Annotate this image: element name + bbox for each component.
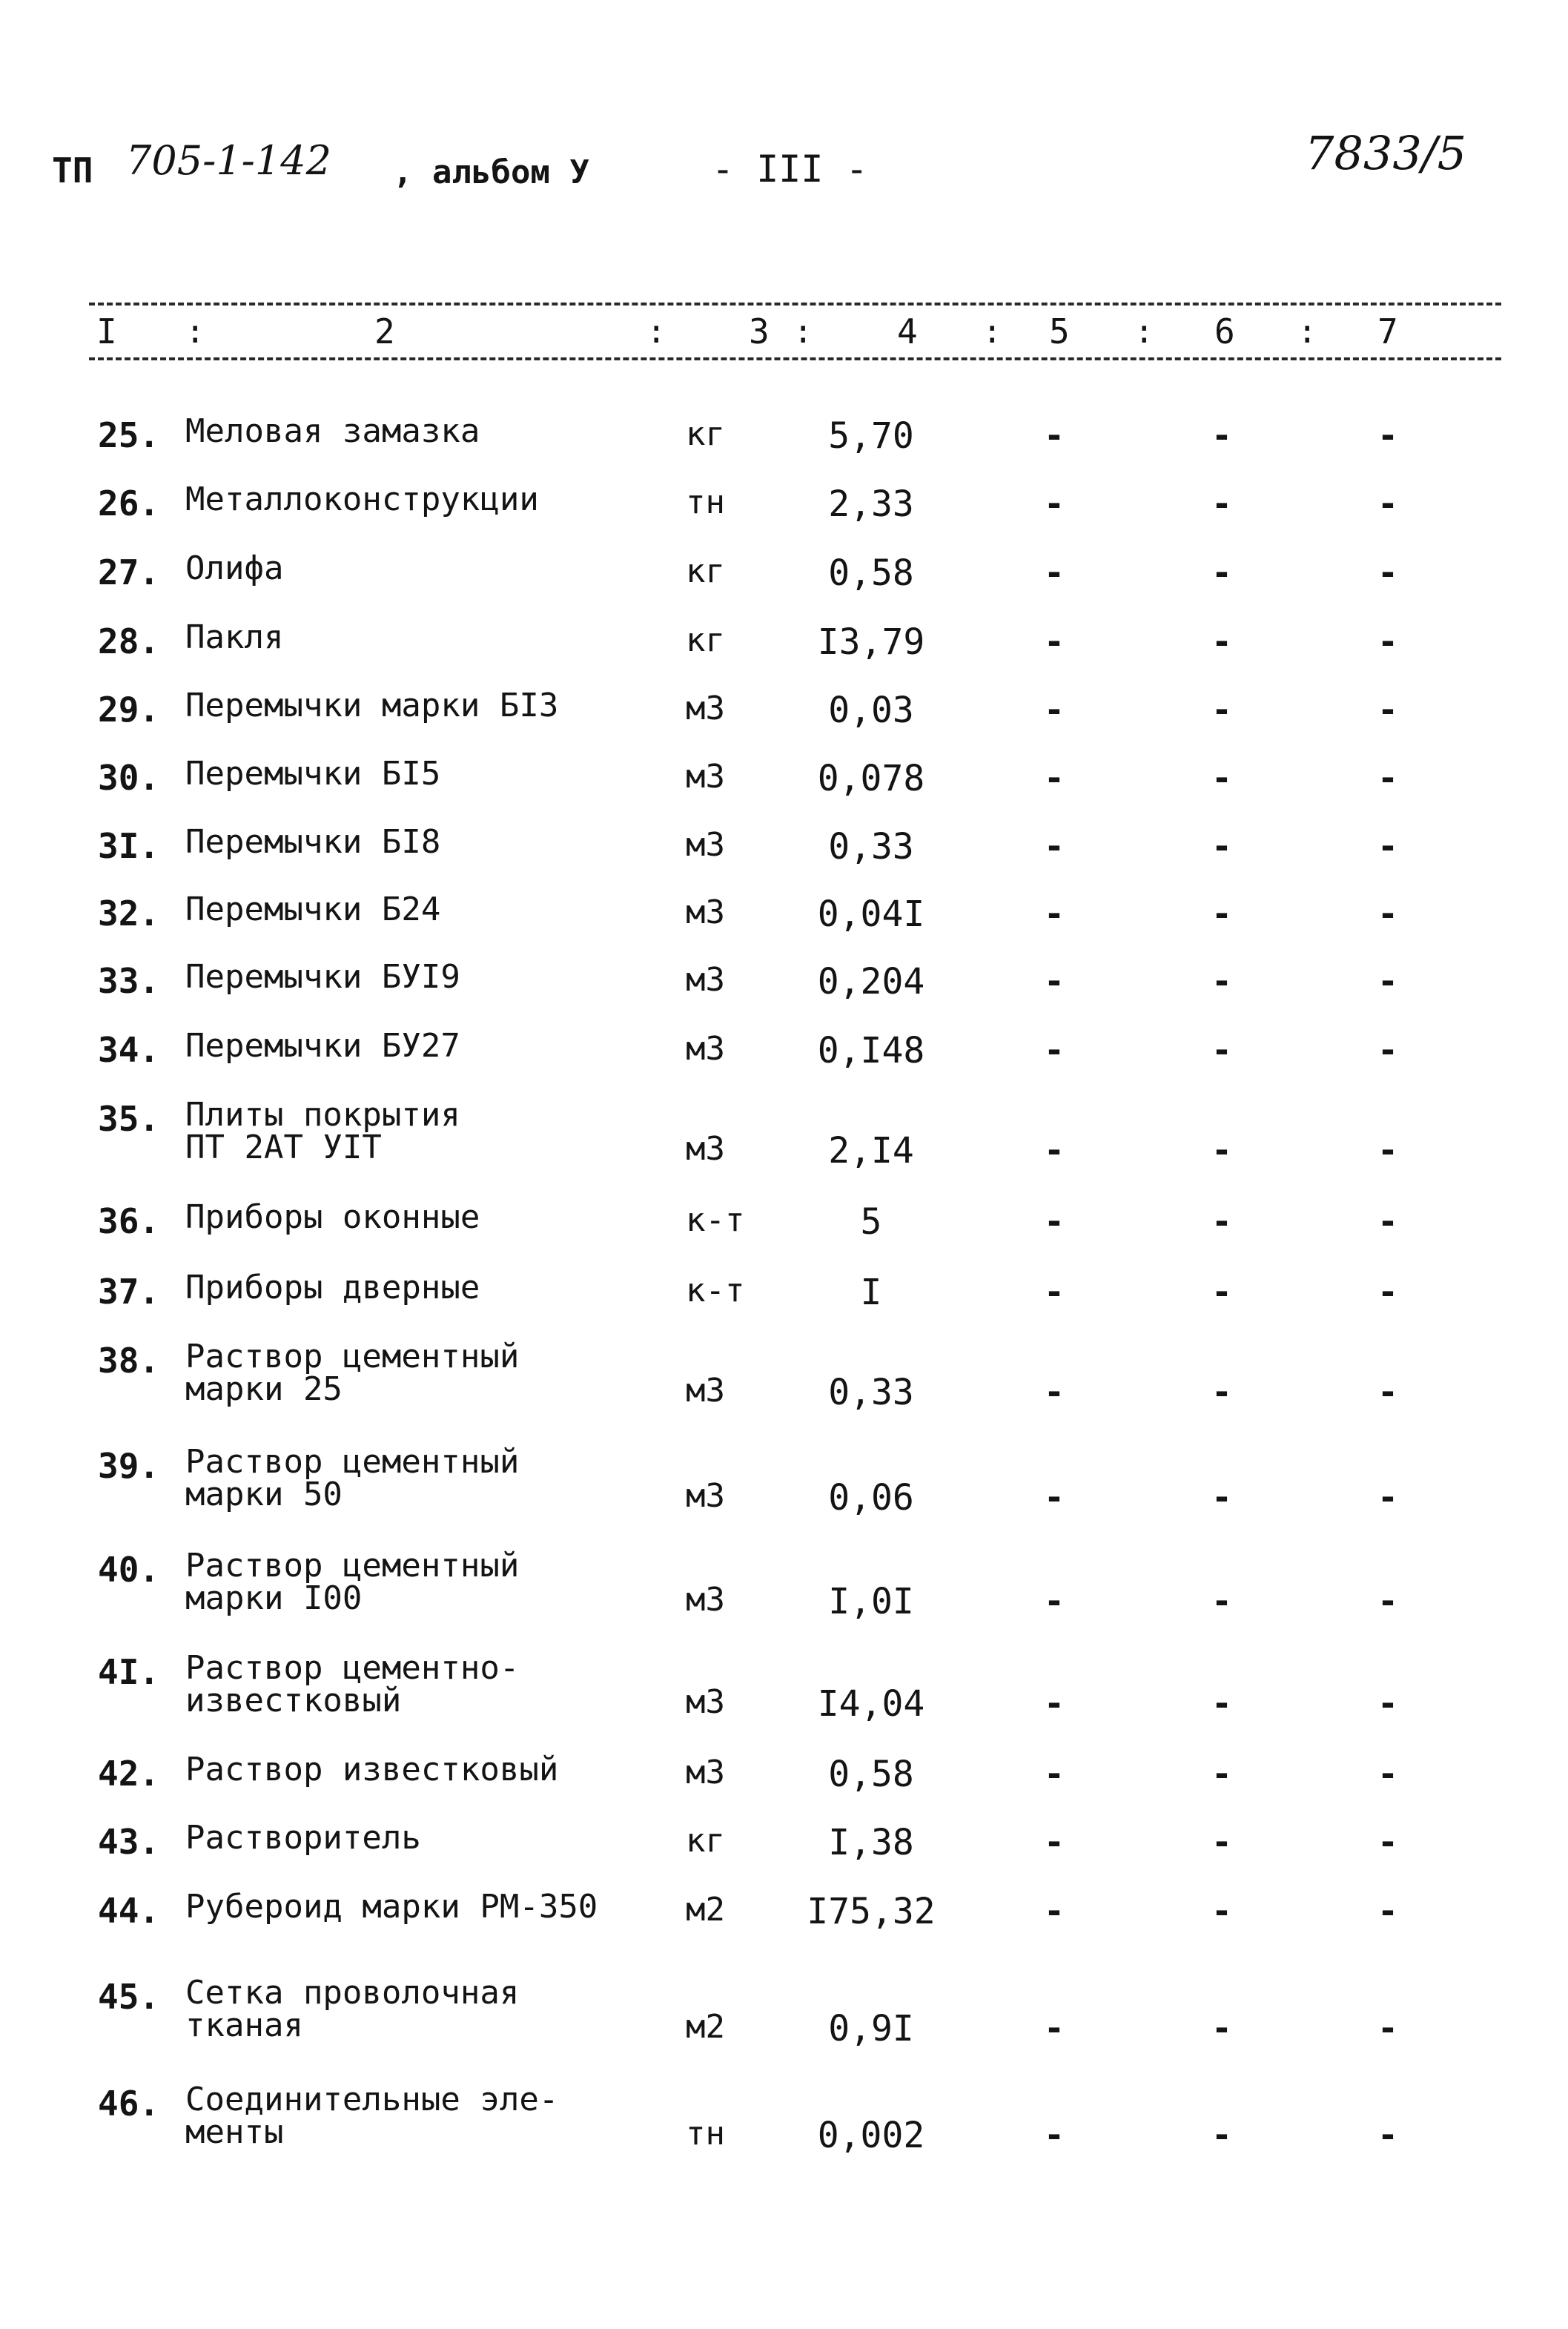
column-5-cell: - [1044,826,1065,866]
table-row [0,1198,1568,1261]
column-header-4: 4 [897,311,918,351]
material-name: Перемычки БI8 [185,823,441,861]
unit-cell: м3 [686,1754,725,1791]
column-6-cell: - [1211,1754,1232,1794]
column-6-cell: - [1211,483,1232,523]
unit-cell: тн [686,483,725,521]
unit-cell: кг [686,1822,725,1860]
unit-cell: к-т [686,1272,745,1309]
row-number: 39. [98,1446,160,1486]
unit-cell: м3 [686,1477,725,1515]
album-label: , альбом У [393,153,589,191]
unit-cell: м3 [686,758,725,796]
column-5-cell: - [1044,1272,1065,1312]
table-row [0,618,1568,681]
material-name: Перемычки Б24 [185,891,441,928]
material-name: Растворитель [185,1819,421,1857]
row-number: 42. [98,1754,160,1794]
project-number: 705-1-142 [126,137,331,184]
column-7-cell: - [1377,961,1398,1001]
column-5-cell: - [1044,1581,1065,1621]
quantity-cell: 0,06 [828,1477,914,1519]
table-row [0,823,1568,885]
column-5-cell: - [1044,758,1065,798]
unit-cell: м2 [686,1891,725,1929]
row-number: 35. [98,1099,160,1139]
table-row [0,1443,1568,1519]
material-name: Раствор известковый [185,1751,559,1788]
column-5-cell: - [1044,415,1065,455]
unit-cell: кг [686,621,725,659]
table-row [0,1269,1568,1331]
column-5-cell: - [1044,621,1065,661]
column-7-cell: - [1377,1201,1398,1241]
table-row [0,958,1568,1020]
column-6-cell: - [1211,415,1232,455]
column-5-cell: - [1044,961,1065,1001]
column-separator: : [1134,313,1154,351]
column-5-cell: - [1044,893,1065,934]
material-name: Приборы оконные [185,1198,480,1236]
header-prefix: ТП [52,151,93,191]
quantity-cell: 0,9I [828,2008,914,2049]
column-7-cell: - [1377,1683,1398,1723]
column-6-cell: - [1211,1030,1232,1070]
quantity-cell: I4,04 [817,1683,925,1725]
quantity-cell: 2,I4 [828,1130,914,1172]
column-separator: : [185,313,205,351]
row-number: 46. [98,2084,160,2124]
quantity-cell: I [860,1272,882,1313]
material-name: Плиты покрытия ПТ 2АТ УIТ [185,1096,460,1166]
table-row [0,2081,1568,2156]
column-6-cell: - [1211,961,1232,1001]
quantity-cell: 5 [860,1201,882,1243]
column-separator: : [793,313,813,351]
quantity-cell: I,0I [828,1581,914,1622]
sheet-number: 7833/5 [1305,126,1467,180]
column-5-cell: - [1044,1130,1065,1170]
row-number: 36. [98,1201,160,1241]
material-name: Раствор цементный марки I00 [185,1547,520,1617]
table-row [0,687,1568,749]
material-name: Раствор цементно- известковый [185,1649,520,1720]
column-7-cell: - [1377,621,1398,661]
unit-cell: м3 [686,961,725,999]
quantity-cell: 0,58 [828,1754,914,1795]
table-row [0,1096,1568,1172]
column-6-cell: - [1211,1372,1232,1412]
column-6-cell: - [1211,1891,1232,1931]
quantity-cell: 0,04I [817,893,925,935]
quantity-cell: I3,79 [817,621,925,663]
table-row [0,1338,1568,1413]
column-6-cell: - [1211,758,1232,798]
quantity-cell: 0,204 [817,961,925,1002]
column-5-cell: - [1044,552,1065,592]
table-row [0,1649,1568,1725]
table-row [0,1027,1568,1089]
column-5-cell: - [1044,1030,1065,1070]
column-header-6: 6 [1214,311,1235,351]
material-name: Олифа [185,549,284,587]
row-number: 38. [98,1341,160,1381]
column-header-5: 5 [1049,311,1070,351]
column-5-cell: - [1044,1372,1065,1412]
column-7-cell: - [1377,1030,1398,1070]
column-separator: : [646,313,666,351]
row-number: 37. [98,1272,160,1312]
column-7-cell: - [1377,1272,1398,1312]
column-7-cell: - [1377,552,1398,592]
unit-cell: тн [686,2115,725,2153]
quantity-cell: 0,33 [828,826,914,868]
column-5-cell: - [1044,1201,1065,1241]
column-6-cell: - [1211,2008,1232,2048]
quantity-cell: I,38 [828,1822,914,1863]
row-number: 29. [98,690,160,730]
row-number: 45. [98,1977,160,2017]
column-7-cell: - [1377,1477,1398,1517]
column-5-cell: - [1044,1477,1065,1517]
table-row [0,480,1568,543]
column-7-cell: - [1377,1130,1398,1170]
row-number: 3I. [98,826,160,866]
quantity-cell: 5,70 [828,415,914,457]
quantity-cell: 0,03 [828,690,914,731]
column-6-cell: - [1211,2115,1232,2155]
table-row [0,412,1568,475]
material-name: Пакля [185,618,284,656]
quantity-cell: 0,002 [817,2115,925,2156]
unit-cell: м3 [686,1581,725,1619]
column-7-cell: - [1377,1754,1398,1794]
column-header-3: 3 [749,311,770,351]
quantity-cell: I75,32 [807,1891,936,1932]
unit-cell: кг [686,415,725,453]
column-6-cell: - [1211,1581,1232,1621]
material-name: Приборы дверные [185,1269,480,1306]
column-5-cell: - [1044,2115,1065,2155]
column-5-cell: - [1044,1822,1065,1862]
material-name: Соединительные эле- менты [185,2081,559,2151]
row-number: 44. [98,1891,160,1931]
row-number: 25. [98,415,160,455]
row-number: 4I. [98,1652,160,1692]
column-7-cell: - [1377,1891,1398,1931]
table-row [0,893,1568,953]
column-header-7: 7 [1377,311,1398,351]
page-number: - III - [712,148,868,191]
unit-cell: м3 [686,893,725,931]
column-6-cell: - [1211,690,1232,730]
column-5-cell: - [1044,483,1065,523]
row-number: 27. [98,552,160,592]
table-row [0,1888,1568,1950]
column-6-cell: - [1211,1477,1232,1517]
column-5-cell: - [1044,2008,1065,2048]
column-5-cell: - [1044,1754,1065,1794]
row-number: 26. [98,483,160,523]
row-number: 40. [98,1550,160,1590]
column-7-cell: - [1377,893,1398,934]
column-7-cell: - [1377,1372,1398,1412]
column-7-cell: - [1377,2115,1398,2155]
material-name: Раствор цементный марки 25 [185,1338,520,1408]
column-5-cell: - [1044,1683,1065,1723]
column-6-cell: - [1211,1683,1232,1723]
table-row [0,1547,1568,1622]
material-name: Перемычки БI5 [185,755,441,793]
material-name: Металлоконструкции [185,480,539,518]
material-name: Сетка проволочная тканая [185,1974,520,2044]
material-name: Перемычки БУ27 [185,1027,460,1065]
column-separator: : [1297,313,1317,351]
row-number: 33. [98,961,160,1001]
quantity-cell: 0,33 [828,1372,914,1413]
row-number: 28. [98,621,160,661]
column-6-cell: - [1211,826,1232,866]
table-row [0,549,1568,612]
table-row [0,1751,1568,1813]
unit-cell: м3 [686,1030,725,1068]
quantity-cell: 0,078 [817,758,925,799]
column-header-1: I [96,311,117,351]
unit-cell: м3 [686,1683,725,1721]
column-6-cell: - [1211,1201,1232,1241]
column-7-cell: - [1377,826,1398,866]
material-name: Перемычки марки БI3 [185,687,559,724]
column-separator: : [982,313,1002,351]
table-row [0,755,1568,817]
column-6-cell: - [1211,1130,1232,1170]
row-number: 43. [98,1822,160,1862]
row-number: 32. [98,893,160,934]
unit-cell: м3 [686,690,725,727]
column-6-cell: - [1211,621,1232,661]
quantity-cell: 0,58 [828,552,914,594]
row-number: 30. [98,758,160,798]
table-row [0,1974,1568,2049]
column-6-cell: - [1211,1272,1232,1312]
unit-cell: к-т [686,1201,745,1239]
column-6-cell: - [1211,1822,1232,1862]
table-row [0,1819,1568,1881]
unit-cell: м3 [686,1130,725,1168]
material-name: Раствор цементный марки 50 [185,1443,520,1513]
column-7-cell: - [1377,1581,1398,1621]
unit-cell: м2 [686,2008,725,2046]
unit-cell: кг [686,552,725,590]
unit-cell: м3 [686,1372,725,1410]
column-header-2: 2 [374,311,395,351]
column-7-cell: - [1377,1822,1398,1862]
material-name: Перемычки БУI9 [185,958,460,996]
column-7-cell: - [1377,483,1398,523]
column-6-cell: - [1211,552,1232,592]
column-6-cell: - [1211,893,1232,934]
quantity-cell: 0,I48 [817,1030,925,1071]
column-7-cell: - [1377,415,1398,455]
unit-cell: м3 [686,826,725,864]
column-7-cell: - [1377,690,1398,730]
material-name: Меловая замазка [185,412,480,450]
material-name: Рубероид марки РМ-350 [185,1888,598,1926]
quantity-cell: 2,33 [828,483,914,525]
row-number: 34. [98,1030,160,1070]
column-7-cell: - [1377,2008,1398,2048]
column-5-cell: - [1044,1891,1065,1931]
column-5-cell: - [1044,690,1065,730]
column-7-cell: - [1377,758,1398,798]
